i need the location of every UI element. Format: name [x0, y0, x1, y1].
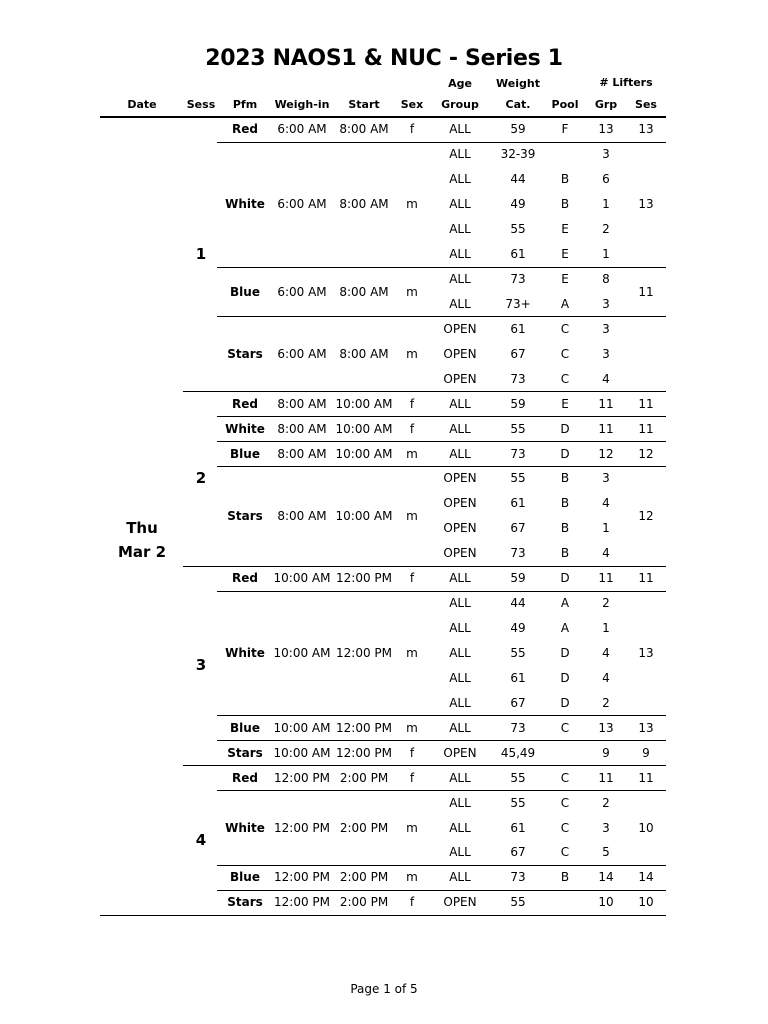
grp-lifters-cell: 11 [598, 571, 614, 586]
grp-lifters-cell: 13 [598, 720, 614, 735]
start-cell: 12:00 PM [336, 720, 392, 735]
pool-cell: B [560, 471, 570, 486]
header-sex: Sex [400, 98, 424, 111]
start-cell: 2:00 PM [339, 895, 389, 910]
age-group-cell: ALL [449, 845, 471, 860]
start-cell: 12:00 PM [336, 745, 392, 760]
sex-cell: m [406, 508, 418, 523]
age-group-cell: OPEN [443, 371, 477, 386]
grp-lifters-cell: 1 [602, 621, 610, 636]
grp-lifters-cell: 11 [598, 770, 614, 785]
header-date: Date [127, 98, 157, 111]
grp-lifters-cell: 12 [598, 446, 614, 461]
ses-lifters-cell: 10 [638, 820, 654, 835]
weight-cat-cell: 61 [510, 670, 526, 685]
pool-cell: D [560, 670, 570, 685]
weighin-cell: 8:00 AM [277, 446, 327, 461]
ses-lifters-cell: 11 [638, 770, 654, 785]
pool-cell: B [560, 546, 570, 561]
weight-cat-cell: 73 [510, 371, 526, 386]
age-group-cell: ALL [449, 670, 471, 685]
platform-separator [217, 267, 666, 268]
sex-cell: f [409, 421, 415, 436]
weighin-cell: 6:00 AM [277, 346, 327, 361]
sex-cell: f [409, 396, 415, 411]
sex-cell: m [406, 720, 418, 735]
platform-separator [217, 142, 666, 143]
age-group-cell: ALL [449, 720, 471, 735]
weight-cat-cell: 55 [510, 895, 526, 910]
session-number: 3 [195, 656, 207, 675]
platform-separator [217, 890, 666, 891]
pool-cell: D [560, 645, 570, 660]
header-weight-bottom: Cat. [505, 98, 531, 111]
platform-separator [217, 790, 666, 791]
grp-lifters-cell: 4 [602, 670, 610, 685]
grp-lifters-cell: 3 [602, 346, 610, 361]
grp-lifters-cell: 4 [602, 371, 610, 386]
grp-lifters-cell: 8 [602, 272, 610, 287]
pool-cell: C [560, 720, 570, 735]
pool-cell: D [560, 571, 570, 586]
platform-separator [217, 865, 666, 866]
pool-cell: C [560, 795, 570, 810]
session-number: 4 [195, 830, 207, 849]
platform-separator [217, 715, 666, 716]
header-age-bottom: Group [441, 98, 479, 111]
weight-cat-cell: 67 [510, 346, 526, 361]
age-group-cell: OPEN [443, 496, 477, 511]
pool-cell: A [560, 296, 570, 311]
grp-lifters-cell: 6 [602, 172, 610, 187]
age-group-cell: ALL [449, 122, 471, 137]
start-cell: 8:00 AM [339, 346, 389, 361]
start-cell: 10:00 AM [335, 446, 393, 461]
weight-cat-cell: 55 [510, 770, 526, 785]
grp-lifters-cell: 9 [602, 745, 610, 760]
weight-cat-cell: 73 [510, 546, 526, 561]
age-group-cell: ALL [449, 421, 471, 436]
weight-cat-cell: 59 [510, 396, 526, 411]
grp-lifters-cell: 14 [598, 870, 614, 885]
start-cell: 2:00 PM [339, 770, 389, 785]
weighin-cell: 8:00 AM [277, 508, 327, 523]
weight-cat-cell: 61 [510, 496, 526, 511]
header-ses: Ses [635, 98, 657, 111]
platform-name: White [225, 197, 265, 212]
grp-lifters-cell: 11 [598, 421, 614, 436]
age-group-cell: ALL [449, 197, 471, 212]
sex-cell: m [406, 820, 418, 835]
weight-cat-cell: 73 [510, 870, 526, 885]
age-group-cell: ALL [449, 571, 471, 586]
session-number: 2 [195, 469, 207, 488]
grp-lifters-cell: 1 [602, 197, 610, 212]
pool-cell: D [560, 421, 570, 436]
date-cell [118, 516, 166, 564]
age-group-cell: ALL [449, 770, 471, 785]
pool-cell: B [560, 197, 570, 212]
header-pool: Pool [551, 98, 579, 111]
age-group-cell: OPEN [443, 546, 477, 561]
header-lifters: # Lifters [599, 76, 653, 89]
header-start: Start [348, 98, 380, 111]
grp-lifters-cell: 5 [602, 845, 610, 860]
age-group-cell: ALL [449, 172, 471, 187]
grp-lifters-cell: 4 [602, 645, 610, 660]
pool-cell: B [560, 172, 570, 187]
grp-lifters-cell: 2 [602, 695, 610, 710]
age-group-cell: OPEN [443, 895, 477, 910]
start-cell: 2:00 PM [339, 870, 389, 885]
weighin-cell: 10:00 AM [273, 720, 331, 735]
platform-name: Blue [230, 720, 260, 735]
weight-cat-cell: 55 [510, 645, 526, 660]
platform-separator [217, 591, 666, 592]
start-cell: 10:00 AM [335, 396, 393, 411]
grp-lifters-cell: 3 [602, 471, 610, 486]
platform-separator [217, 316, 666, 317]
platform-separator [217, 466, 666, 467]
weighin-cell: 12:00 PM [274, 870, 330, 885]
session-separator [183, 765, 666, 766]
age-group-cell: OPEN [443, 321, 477, 336]
platform-name: Blue [230, 446, 260, 461]
age-group-cell: OPEN [443, 745, 477, 760]
weight-cat-cell: 73 [510, 446, 526, 461]
grp-lifters-cell: 4 [602, 496, 610, 511]
start-cell: 8:00 AM [339, 197, 389, 212]
pool-cell: E [561, 272, 569, 287]
ses-lifters-cell: 11 [638, 284, 654, 299]
age-group-cell: OPEN [443, 521, 477, 536]
sex-cell: f [409, 571, 415, 586]
sex-cell: m [406, 446, 418, 461]
page-footer: Page 1 of 5 [350, 982, 418, 996]
weight-cat-cell: 44 [510, 172, 526, 187]
weight-cat-cell: 32-39 [500, 147, 536, 162]
header-weight-top: Weight [496, 77, 540, 90]
weight-cat-cell: 55 [510, 222, 526, 237]
weight-cat-cell: 67 [510, 695, 526, 710]
platform-name: Red [232, 396, 258, 411]
weight-cat-cell: 61 [510, 321, 526, 336]
ses-lifters-cell: 12 [638, 446, 654, 461]
platform-name: White [225, 645, 265, 660]
ses-lifters-cell: 13 [638, 645, 654, 660]
pool-cell: C [560, 845, 570, 860]
age-group-cell: ALL [449, 446, 471, 461]
age-group-cell: ALL [449, 621, 471, 636]
pool-cell: C [560, 346, 570, 361]
weight-cat-cell: 59 [510, 122, 526, 137]
sex-cell: f [409, 770, 415, 785]
pool-cell: E [561, 396, 569, 411]
weight-cat-cell: 49 [510, 197, 526, 212]
weighin-cell: 6:00 AM [277, 122, 327, 137]
pool-cell: A [560, 621, 570, 636]
weighin-cell: 8:00 AM [277, 396, 327, 411]
platform-separator [217, 740, 666, 741]
header-grp: Grp [594, 98, 618, 111]
pool-cell: A [560, 596, 570, 611]
age-group-cell: ALL [449, 272, 471, 287]
ses-lifters-cell: 13 [638, 122, 654, 137]
platform-name: Blue [230, 284, 260, 299]
ses-lifters-cell: 14 [638, 870, 654, 885]
weighin-cell: 10:00 AM [273, 571, 331, 586]
weight-cat-cell: 73+ [505, 296, 531, 311]
age-group-cell: ALL [449, 645, 471, 660]
age-group-cell: ALL [449, 396, 471, 411]
weight-cat-cell: 55 [510, 795, 526, 810]
weight-cat-cell: 45,49 [500, 745, 536, 760]
weight-cat-cell: 44 [510, 596, 526, 611]
platform-name: Stars [227, 745, 263, 760]
table-bottom-rule [100, 915, 666, 916]
grp-lifters-cell: 2 [602, 596, 610, 611]
platform-name: Stars [227, 346, 263, 361]
sex-cell: m [406, 284, 418, 299]
date-day: Thu [126, 519, 158, 537]
platform-name: Red [232, 122, 258, 137]
page-title: 2023 NAOS1 & NUC - Series 1 [205, 46, 563, 71]
pool-cell: E [561, 247, 569, 262]
grp-lifters-cell: 3 [602, 820, 610, 835]
ses-lifters-cell: 13 [638, 197, 654, 212]
header-pfm: Pfm [232, 98, 258, 111]
age-group-cell: ALL [449, 870, 471, 885]
start-cell: 8:00 AM [339, 284, 389, 299]
weight-cat-cell: 73 [510, 272, 526, 287]
sex-cell: m [406, 346, 418, 361]
sex-cell: f [409, 122, 415, 137]
sex-cell: f [409, 895, 415, 910]
ses-lifters-cell: 11 [638, 421, 654, 436]
weighin-cell: 10:00 AM [273, 645, 331, 660]
grp-lifters-cell: 11 [598, 396, 614, 411]
sex-cell: m [406, 870, 418, 885]
platform-name: White [225, 820, 265, 835]
weighin-cell: 8:00 AM [277, 421, 327, 436]
header-rule [100, 116, 666, 118]
pool-cell: D [560, 695, 570, 710]
pool-cell: B [560, 521, 570, 536]
age-group-cell: ALL [449, 296, 471, 311]
grp-lifters-cell: 2 [602, 222, 610, 237]
start-cell: 10:00 AM [335, 421, 393, 436]
weight-cat-cell: 61 [510, 820, 526, 835]
ses-lifters-cell: 9 [642, 745, 650, 760]
header-sess: Sess [186, 98, 216, 111]
header-age-top: Age [448, 77, 472, 90]
grp-lifters-cell: 3 [602, 147, 610, 162]
grp-lifters-cell: 2 [602, 795, 610, 810]
platform-name: Blue [230, 870, 260, 885]
platform-name: Red [232, 770, 258, 785]
pool-cell: F [561, 122, 569, 137]
ses-lifters-cell: 13 [638, 720, 654, 735]
platform-name: Stars [227, 508, 263, 523]
age-group-cell: OPEN [443, 346, 477, 361]
age-group-cell: ALL [449, 222, 471, 237]
age-group-cell: ALL [449, 795, 471, 810]
start-cell: 10:00 AM [335, 508, 393, 523]
pool-cell: C [560, 371, 570, 386]
pool-cell: C [560, 820, 570, 835]
pool-cell: C [560, 321, 570, 336]
sex-cell: m [406, 197, 418, 212]
grp-lifters-cell: 3 [602, 321, 610, 336]
pool-cell: E [561, 222, 569, 237]
age-group-cell: ALL [449, 596, 471, 611]
weighin-cell: 12:00 PM [274, 895, 330, 910]
sex-cell: m [406, 645, 418, 660]
sex-cell: f [409, 745, 415, 760]
weighin-cell: 10:00 AM [273, 745, 331, 760]
grp-lifters-cell: 3 [602, 296, 610, 311]
start-cell: 8:00 AM [339, 122, 389, 137]
weight-cat-cell: 59 [510, 571, 526, 586]
start-cell: 2:00 PM [339, 820, 389, 835]
grp-lifters-cell: 10 [598, 895, 614, 910]
age-group-cell: ALL [449, 820, 471, 835]
ses-lifters-cell: 10 [638, 895, 654, 910]
start-cell: 12:00 PM [336, 571, 392, 586]
platform-name: Stars [227, 895, 263, 910]
date-date: Mar 2 [117, 543, 167, 561]
weighin-cell: 6:00 AM [277, 284, 327, 299]
age-group-cell: ALL [449, 147, 471, 162]
weight-cat-cell: 55 [510, 471, 526, 486]
age-group-cell: OPEN [443, 471, 477, 486]
ses-lifters-cell: 11 [638, 396, 654, 411]
pool-cell: B [560, 870, 570, 885]
session-separator [183, 391, 666, 392]
weighin-cell: 12:00 PM [274, 820, 330, 835]
weight-cat-cell: 49 [510, 621, 526, 636]
platform-separator [217, 441, 666, 442]
platform-name: White [225, 421, 265, 436]
weighin-cell: 12:00 PM [274, 770, 330, 785]
weight-cat-cell: 55 [510, 421, 526, 436]
grp-lifters-cell: 1 [602, 247, 610, 262]
ses-lifters-cell: 12 [638, 508, 654, 523]
grp-lifters-cell: 4 [602, 546, 610, 561]
pool-cell: D [560, 446, 570, 461]
pool-cell: C [560, 770, 570, 785]
weight-cat-cell: 67 [510, 521, 526, 536]
age-group-cell: ALL [449, 695, 471, 710]
session-separator [183, 566, 666, 567]
header-weighin: Weigh-in [274, 98, 330, 111]
grp-lifters-cell: 1 [602, 521, 610, 536]
platform-name: Red [232, 571, 258, 586]
pool-cell: B [560, 496, 570, 511]
age-group-cell: ALL [449, 247, 471, 262]
grp-lifters-cell: 13 [598, 122, 614, 137]
weight-cat-cell: 67 [510, 845, 526, 860]
start-cell: 12:00 PM [336, 645, 392, 660]
ses-lifters-cell: 11 [638, 571, 654, 586]
platform-separator [217, 416, 666, 417]
weight-cat-cell: 61 [510, 247, 526, 262]
weighin-cell: 6:00 AM [277, 197, 327, 212]
session-number: 1 [195, 245, 207, 264]
weight-cat-cell: 73 [510, 720, 526, 735]
